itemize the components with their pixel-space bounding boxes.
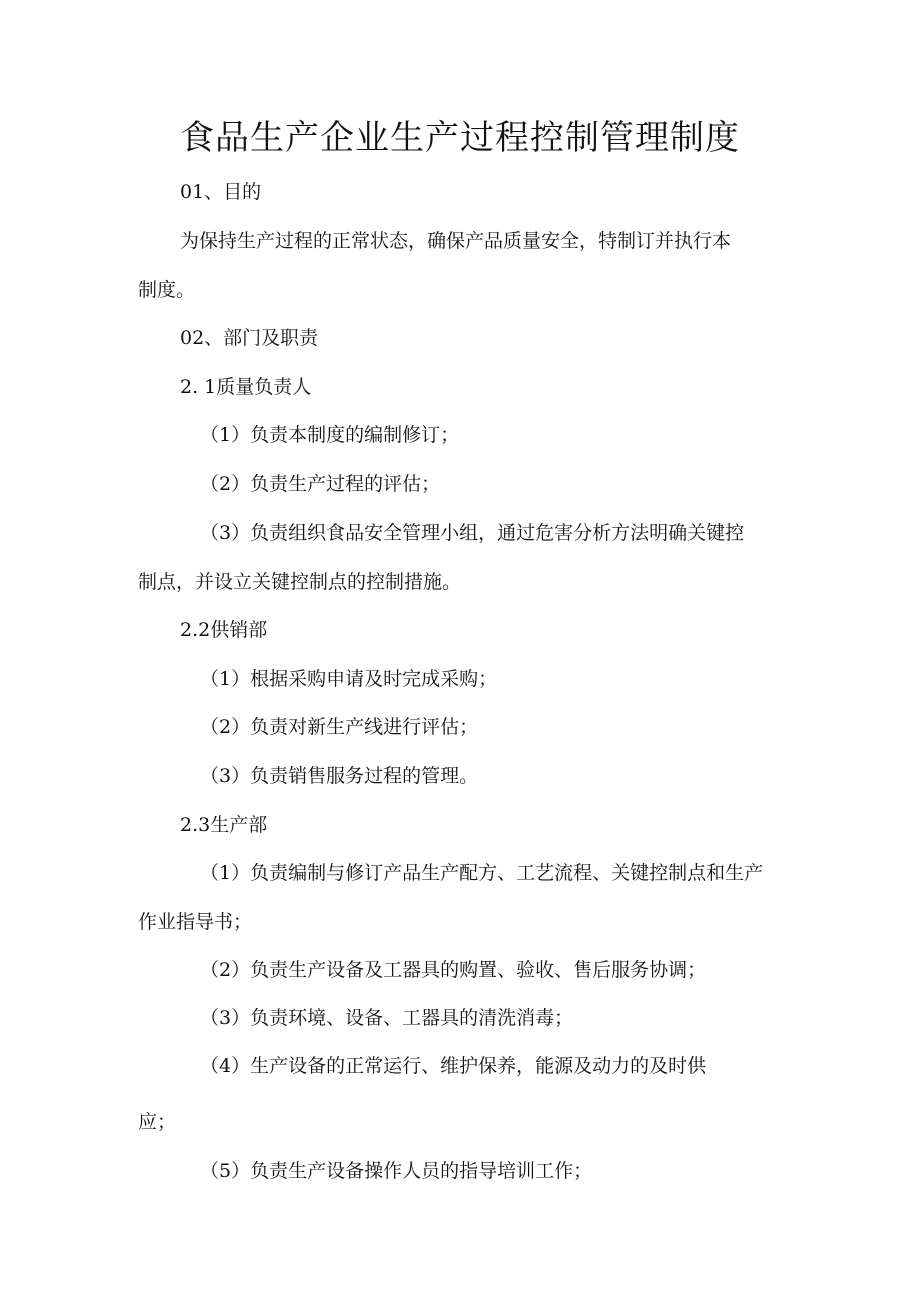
section-heading-purpose: 01、目的 [180, 181, 262, 203]
list-item: （3）负责组织食品安全管理小组，通过危害分析方法明确关键控 [200, 522, 745, 544]
list-item: （2）负责对新生产线进行评估； [200, 716, 479, 738]
subsection-heading-production: 2.3生产部 [180, 814, 268, 836]
list-item: （4）生产设备的正常运行、维护保养，能源及动力的及时供 [200, 1055, 707, 1077]
list-item-continuation: 作业指导书； [138, 911, 253, 933]
list-item: （3）负责销售服务过程的管理。 [200, 765, 479, 787]
list-item: （1）负责编制与修订产品生产配方、工艺流程、关键控制点和生产 [200, 862, 764, 884]
list-item-continuation: 应； [138, 1111, 177, 1133]
list-item-continuation: 制点，并设立关键控制点的控制措施。 [138, 571, 462, 593]
list-item: （5）负责生产设备操作人员的指导培训工作； [200, 1160, 593, 1182]
paragraph-line: 为保持生产过程的正常状态，确保产品质量安全，特制订并执行本 [180, 230, 732, 252]
subsection-heading-quality: 2. 1质量负责人 [180, 376, 312, 398]
list-item: （2）负责生产设备及工器具的购置、验收、售后服务协调； [200, 959, 707, 981]
list-item: （3）负责环境、设备、工器具的清洗消毒； [200, 1007, 574, 1029]
list-item: （2）负责生产过程的评估； [200, 473, 441, 495]
subsection-heading-supply: 2.2供销部 [180, 619, 268, 641]
document-title: 食品生产企业生产过程控制管理制度 [180, 118, 740, 158]
section-heading-departments: 02、部门及职责 [180, 327, 319, 349]
list-item: （1）负责本制度的编制修订； [200, 424, 460, 446]
list-item: （1）根据采购申请及时完成采购； [200, 668, 498, 690]
paragraph-line: 制度。 [138, 279, 196, 301]
